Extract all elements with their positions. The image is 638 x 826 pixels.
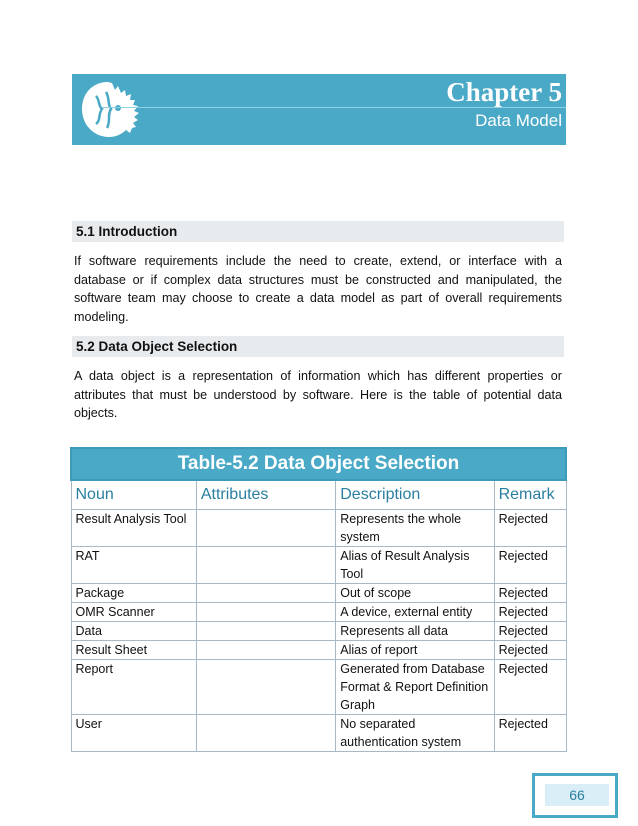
column-header-noun: Noun [71,480,196,510]
noun-cell: Result Analysis Tool [71,510,196,547]
data-object-table [70,447,567,752]
noun-cell: RAT [71,547,196,584]
column-header-attributes: Attributes [196,480,335,510]
noun-cell: Report [71,660,196,715]
noun-cell: OMR Scanner [71,603,196,622]
table-row [71,622,566,641]
remark-cell: Rejected [494,603,566,622]
description-cell: A device, external entity [336,603,494,622]
remark-cell: Rejected [494,660,566,715]
banner-divider [102,107,566,108]
description-cell: Generated from Database Format & Report Definition Graph [336,660,494,715]
attributes-cell [196,641,335,660]
noun-cell: Result Sheet [71,641,196,660]
section-heading-data-object-selection: 5.2 Data Object Selection [72,336,564,357]
table-row [71,584,566,603]
remark-cell: Rejected [494,584,566,603]
table-row [71,660,566,715]
table-caption: Table-5.2 Data Object Selection [71,448,566,480]
introduction-paragraph: If software requirements include the need to create, extend, or interface with a database or if complex data structures must be constructed and manipulated, the software team may choose to create a data model as part of overall requirements modeling. [74,254,562,324]
remark-cell: Rejected [494,715,566,752]
description-cell: Out of scope [336,584,494,603]
chapter-title: Chapter 5 [446,77,562,107]
section-heading-introduction: 5.1 Introduction [72,221,564,242]
table-row [71,547,566,584]
noun-cell: Data [71,622,196,641]
attributes-cell [196,715,335,752]
remark-cell: Rejected [494,641,566,660]
remark-cell: Rejected [494,622,566,641]
page-number: 66 [545,784,609,806]
chapter-banner [72,74,566,145]
description-cell: Alias of Result Analysis Tool [336,547,494,584]
attributes-cell [196,660,335,715]
remark-cell: Rejected [494,547,566,584]
table-header-row [71,480,566,510]
remark-cell: Rejected [494,510,566,547]
column-header-description: Description [336,480,494,510]
noun-cell: Package [71,584,196,603]
description-cell: No separated authentication system [336,715,494,752]
column-header-remark: Remark [494,480,566,510]
attributes-cell [196,584,335,603]
table-row [71,510,566,547]
chapter-subtitle: Data Model [475,111,562,130]
brain-logo-icon [78,78,144,141]
table-row [71,603,566,622]
description-cell: Represents all data [336,622,494,641]
attributes-cell [196,547,335,584]
data-object-paragraph: A data object is a representation of information which has different properties or attributes that must be understood by software. Here is the table of potential data objects. [74,369,562,421]
table-row [71,641,566,660]
noun-cell: User [71,715,196,752]
description-cell: Represents the whole system [336,510,494,547]
attributes-cell [196,603,335,622]
table-row [71,715,566,752]
attributes-cell [196,510,335,547]
description-cell: Alias of report [336,641,494,660]
attributes-cell [196,622,335,641]
page-number-box [532,773,618,818]
